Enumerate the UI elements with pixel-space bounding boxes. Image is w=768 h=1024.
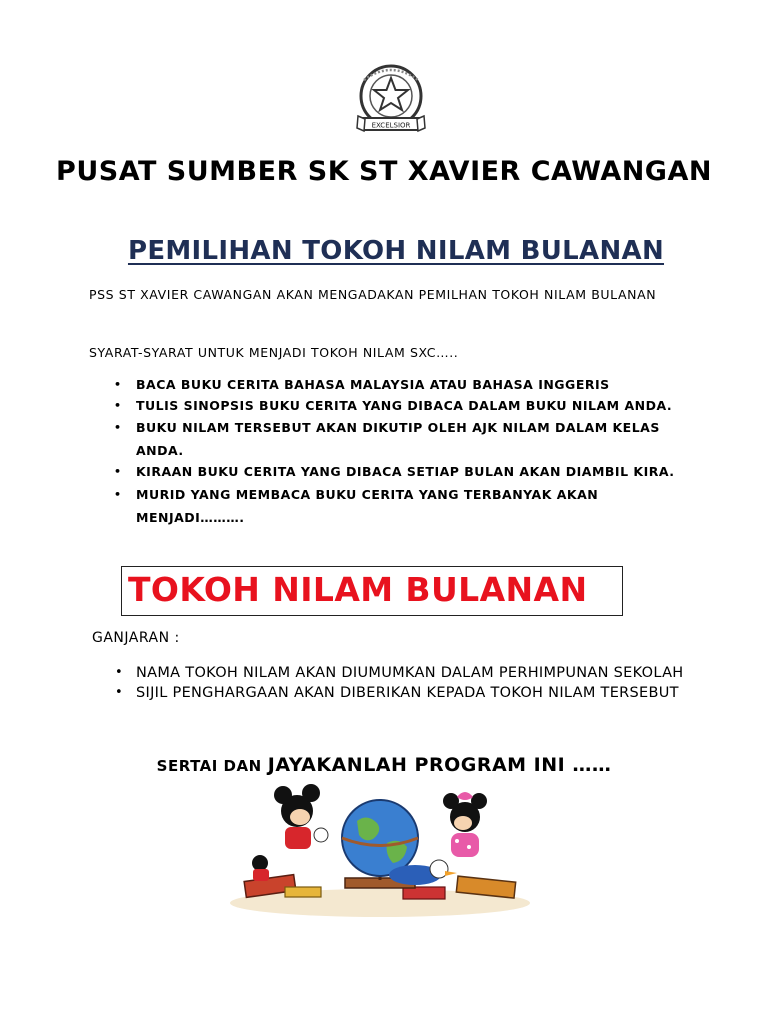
closing-main: JAYAKANLAH PROGRAM INI ……	[267, 754, 612, 776]
bullet: •	[115, 685, 123, 700]
bullet: •	[114, 421, 122, 434]
intro-paragraph: PSS ST XAVIER CAWANGAN AKAN MENGADAKAN PEMILHAN TOKOH NILAM BULANAN	[89, 287, 657, 302]
list-item: • TULIS SINOPSIS BUKU CERITA YANG DIBACA DALAM BUKU NILAM ANDA.	[110, 396, 695, 417]
list-item: • MURID YANG MEMBACA BUKU CERITA YANG TERBANYAK AKAN MENJADI……….	[110, 483, 695, 529]
list-item: • BACA BUKU CERITA BAHASA MALAYSIA ATAU BAHASA INGGERIS	[110, 375, 695, 396]
closing-line	[0, 754, 768, 776]
page-title: PUSAT SUMBER SK ST XAVIER CAWANGAN	[56, 156, 712, 187]
requirements-list	[110, 375, 695, 529]
highlight-text: TOKOH NILAM BULANAN	[128, 570, 588, 609]
bullet: •	[115, 665, 123, 680]
bullet: •	[114, 378, 122, 391]
rewards-heading: GANJARAN :	[92, 630, 180, 646]
school-crest-icon	[356, 64, 426, 138]
bullet: •	[114, 465, 122, 478]
bullet: •	[114, 487, 122, 501]
rewards-list	[113, 664, 703, 704]
list-item: • NAMA TOKOH NILAM AKAN DIUMUMKAN DALAM PERHIMPUNAN SEKOLAH	[115, 665, 684, 681]
requirements-heading: SYARAT-SYARAT UNTUK MENJADI TOKOH NILAM SXC…..	[89, 345, 459, 360]
cartoon-reading-illustration	[225, 783, 535, 918]
page-subtitle: PEMILIHAN TOKOH NILAM BULANAN	[127, 236, 665, 266]
list-item: • BUKU NILAM TERSEBUT AKAN DIKUTIP OLEH AJK NILAM DALAM KELAS ANDA.	[110, 416, 695, 462]
list-item: • KIRAAN BUKU CERITA YANG DIBACA SETIAP BULAN AKAN DIAMBIL KIRA.	[110, 462, 695, 483]
closing-lead: SERTAI DAN	[156, 757, 262, 775]
svg-text:EXCELSIOR: EXCELSIOR	[371, 121, 411, 130]
bullet: •	[114, 398, 122, 412]
list-item: • SIJIL PENGHARGAAN AKAN DIBERIKAN KEPADA TOKOH NILAM TERSEBUT	[115, 685, 679, 701]
